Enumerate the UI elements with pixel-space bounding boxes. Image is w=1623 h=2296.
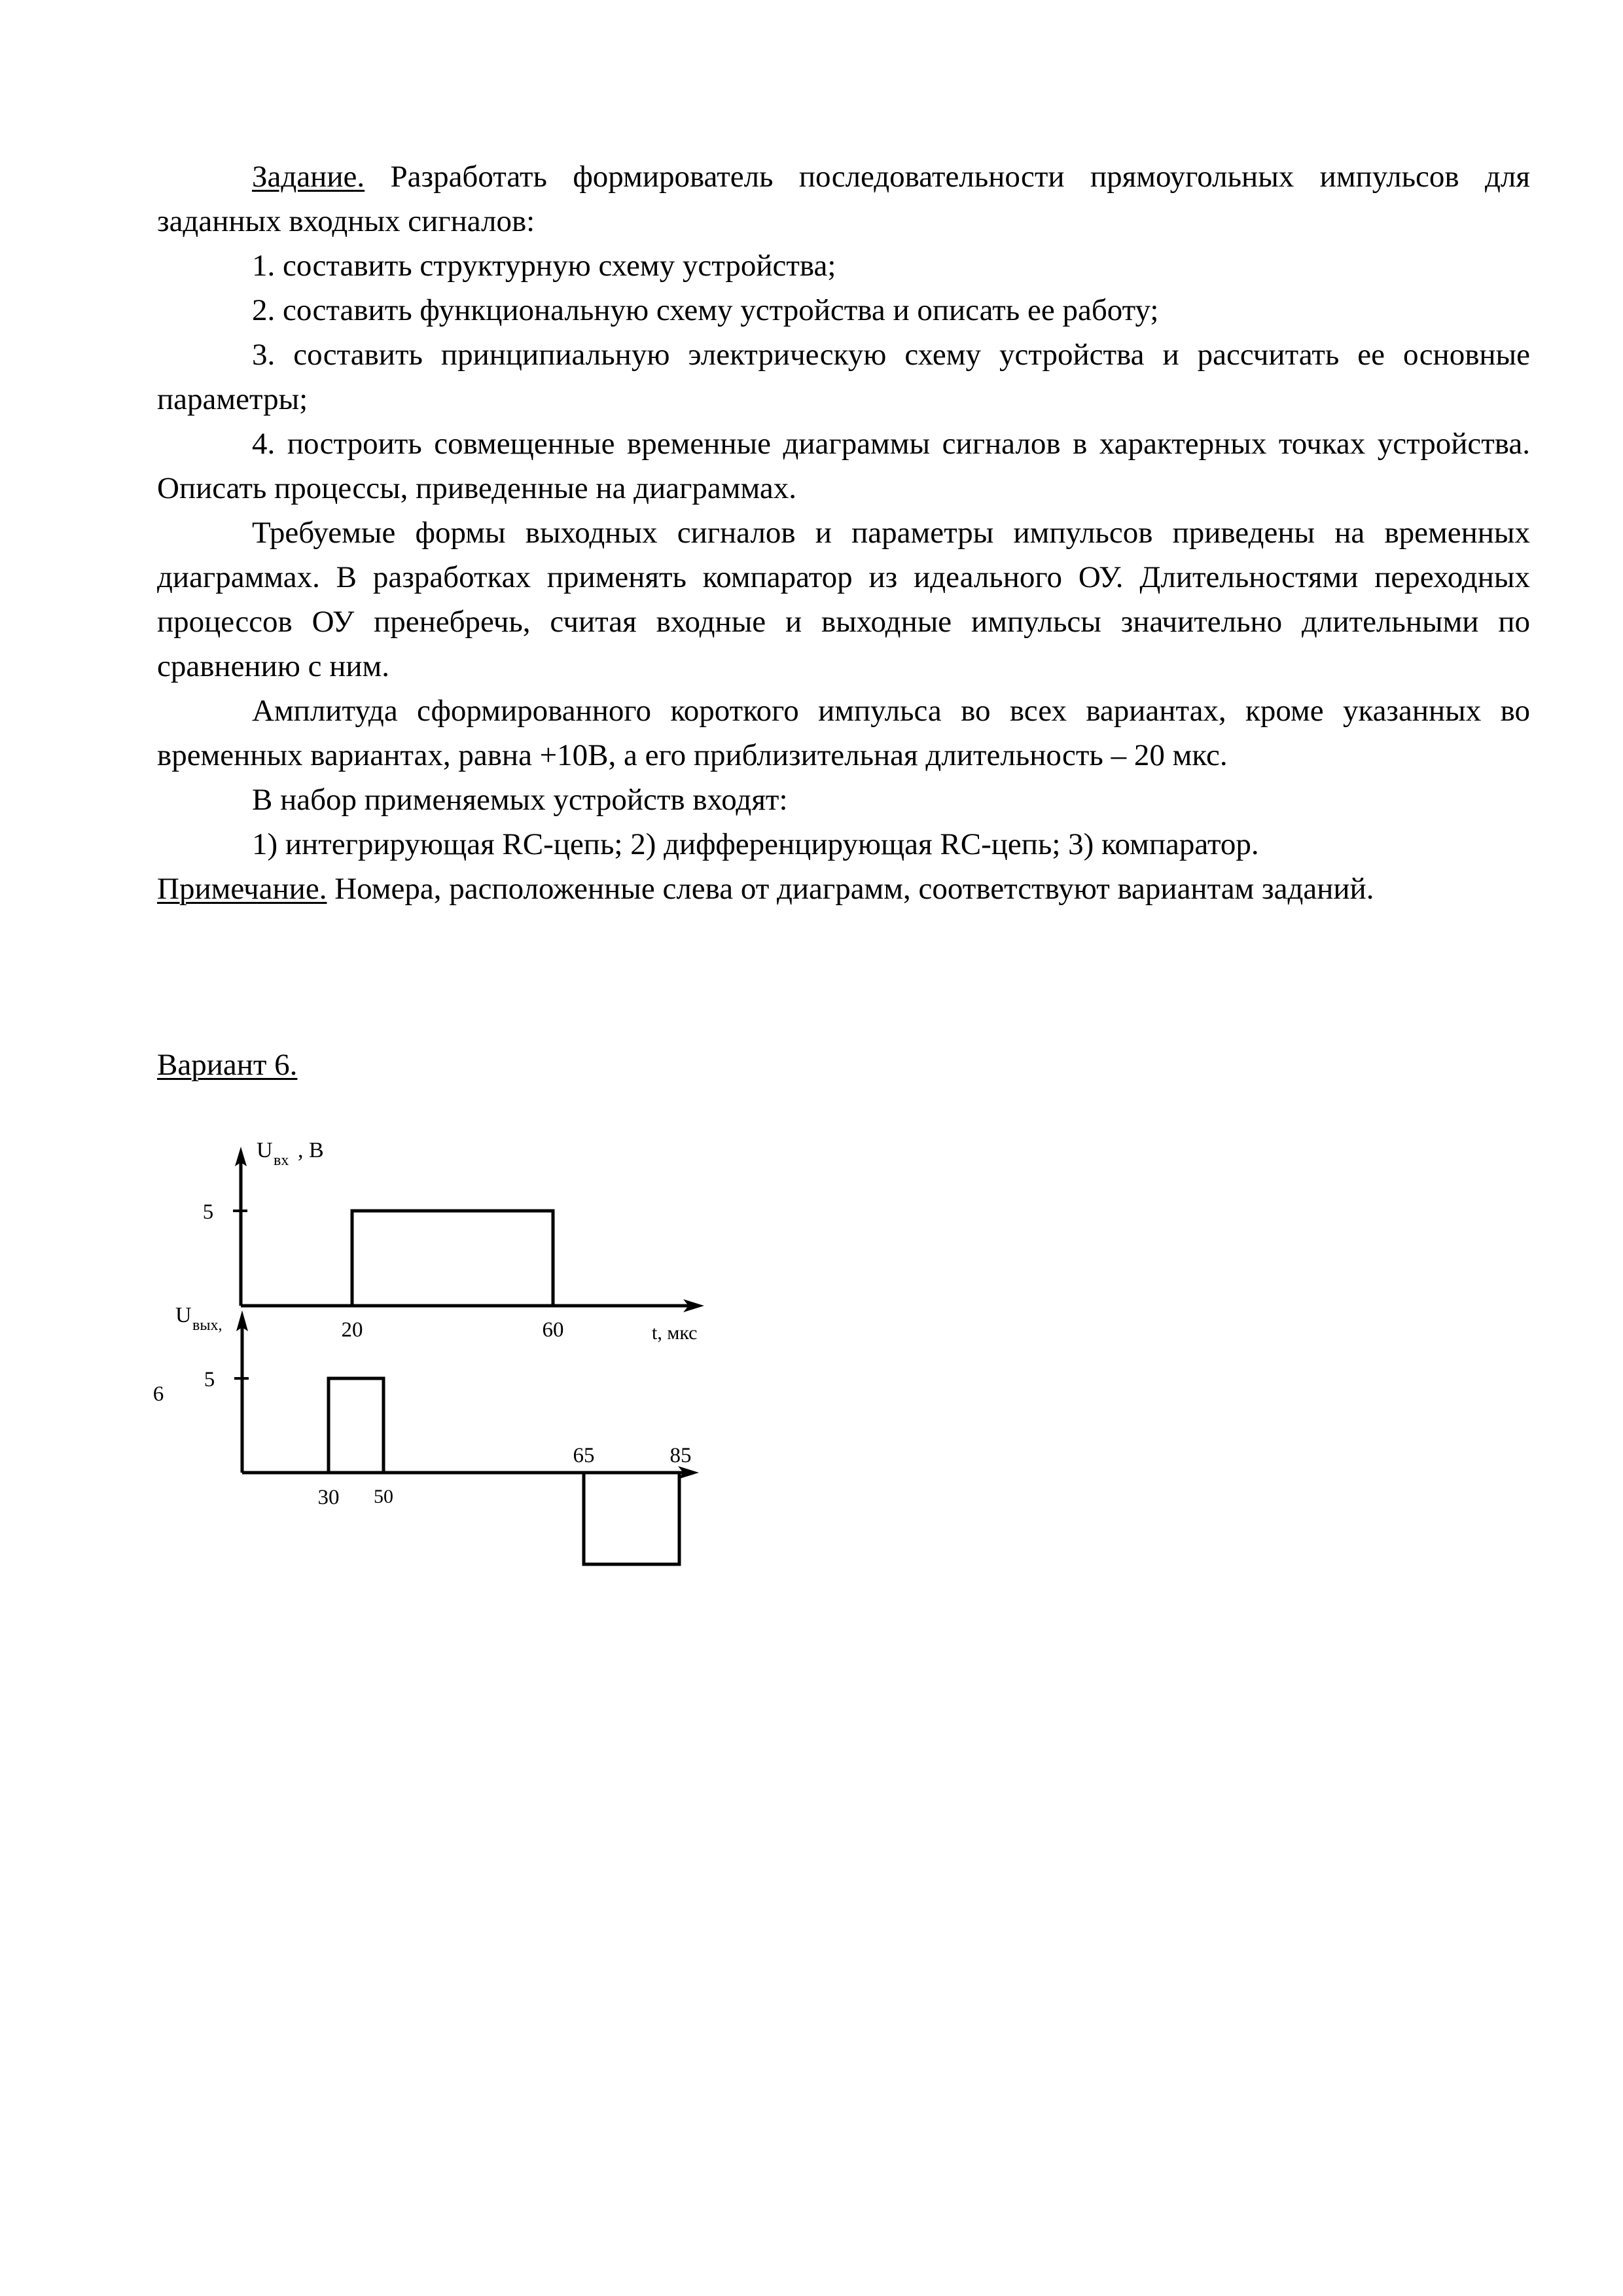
paragraph-text: 1. составить структурную схему устройства; <box>252 249 836 283</box>
document-text-body <box>157 154 1530 911</box>
timing-diagram <box>144 1106 897 1604</box>
input-x-tick-label-20: 20 <box>341 1318 363 1342</box>
paragraph-note <box>157 867 1530 911</box>
paragraph-item-4 <box>157 422 1530 511</box>
input-waveform <box>241 1211 692 1306</box>
paragraph-text: Требуемые формы выходных сигналов и параметры импульсов приведены на временных диаграммах. В разработках применять компаратор из идеального ОУ. Длительностями переходных процессов ОУ пренебречь, считая входные и выходные импульсы значительно длительными по сравнению с ним. <box>157 516 1530 683</box>
input-y-axis-unit: , В <box>298 1138 324 1162</box>
paragraph-item-3 <box>157 332 1530 422</box>
paragraph-text: 2. составить функциональную схему устройства и описать ее работу; <box>252 293 1159 327</box>
output-x-tick-label-50: 50 <box>374 1486 393 1507</box>
paragraph-item-1 <box>157 243 1530 288</box>
output-y-axis-sublabel: вых, <box>192 1317 223 1334</box>
paragraph-required-forms <box>157 511 1530 689</box>
chart-input-signal <box>203 1138 704 1344</box>
input-x-axis-label: t, мкс <box>652 1322 698 1344</box>
paragraph-text: В набор применяемых устройств входят: <box>252 783 788 817</box>
output-y-axis-label: U <box>175 1303 192 1327</box>
paragraph-amplitude <box>157 689 1530 778</box>
label-primechanie: Примечание. <box>157 872 327 906</box>
paragraph-text: 3. составить принципиальную электрическую схему устройства и рассчитать ее основные параметры; <box>157 338 1530 416</box>
paragraph-text: 1) интегрирующая RC-цепь; 2) дифференцирующая RC-цепь; 3) компаратор. <box>252 827 1259 861</box>
input-y-axis-sublabel: вх <box>274 1152 289 1169</box>
variant-number-label: 6 <box>152 1382 164 1406</box>
timing-diagram-svg <box>144 1106 897 1604</box>
paragraph-text: 4. построить совмещенные временные диаграммы сигналов в характерных точках устройства. Описать процессы, приведенные на диаграммах. <box>157 427 1530 505</box>
paragraph-device-list <box>157 822 1530 867</box>
paragraph-task-intro <box>157 154 1530 243</box>
output-x-tick-label-85: 85 <box>669 1444 692 1467</box>
input-y-tick-label-5: 5 <box>202 1200 214 1224</box>
paragraph-text: Номера, расположенные слева от диаграмм, соответствуют вариантам заданий. <box>327 872 1374 906</box>
output-x-tick-label-65: 65 <box>573 1444 595 1467</box>
output-y-tick-label-5: 5 <box>204 1368 215 1391</box>
input-x-tick-label-60: 60 <box>542 1318 564 1342</box>
variant-heading <box>157 1045 297 1085</box>
chart-output-signal <box>153 1303 699 1564</box>
output-x-tick-label-30: 30 <box>317 1486 340 1509</box>
paragraph-device-set-intro <box>157 778 1530 822</box>
paragraph-item-2 <box>157 288 1530 332</box>
input-y-axis-label: U <box>257 1138 273 1162</box>
label-zadanie: Задание. <box>252 160 365 194</box>
paragraph-text: Разработать формирователь последовательности прямоугольных импульсов для заданных входных сигналов: <box>157 160 1530 238</box>
variant-heading-label: Вариант 6. <box>157 1048 298 1082</box>
paragraph-text: Амплитуда сформированного короткого импульса во всех вариантах, кроме указанных во временных вариантах, равна +10В, а его приблизительная длительность – 20 мкс. <box>157 694 1530 772</box>
